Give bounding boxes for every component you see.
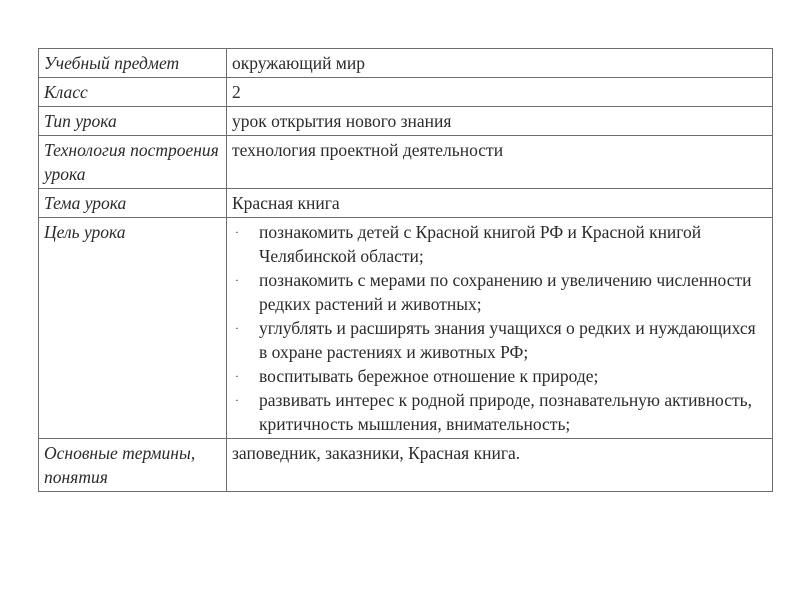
- goal-item-text: познакомить детей с Красной книгой РФ и Красной книгой Челябинской области;: [259, 222, 702, 266]
- table-row: [39, 218, 773, 439]
- terms-label: Основные термины, понятия: [39, 439, 227, 492]
- table-row: [39, 439, 773, 492]
- topic-value: Красная книга: [227, 189, 773, 218]
- list-item: [232, 388, 767, 436]
- topic-label: Тема урока: [39, 189, 227, 218]
- list-item: [232, 316, 767, 364]
- bullet-icon: ·: [235, 225, 239, 239]
- table-row: [39, 189, 773, 218]
- lesson-type-label: Тип урока: [39, 107, 227, 136]
- bullet-icon: ·: [235, 369, 239, 383]
- technology-label: Технология построения урока: [39, 136, 227, 189]
- technology-value: технология проектной деятельности: [227, 136, 773, 189]
- list-item: [232, 220, 767, 268]
- lesson-type-value: урок открытия нового знания: [227, 107, 773, 136]
- table-row: [39, 78, 773, 107]
- list-item: [232, 364, 767, 388]
- goal-list: [232, 220, 767, 436]
- goal-value: [227, 218, 773, 439]
- bullet-icon: ·: [235, 393, 239, 407]
- grade-label: Класс: [39, 78, 227, 107]
- list-item: [232, 268, 767, 316]
- goal-item-text: развивать интерес к родной природе, познавательную активность, критичность мышления, внимательность;: [259, 390, 753, 434]
- table-row: [39, 136, 773, 189]
- table-row: [39, 107, 773, 136]
- subject-value: окружающий мир: [227, 49, 773, 78]
- goal-item-text: воспитывать бережное отношение к природе;: [259, 366, 599, 386]
- goal-label: Цель урока: [39, 218, 227, 439]
- goal-item-text: познакомить с мерами по сохранению и увеличению численности редких растений и животных;: [259, 270, 752, 314]
- grade-value: 2: [227, 78, 773, 107]
- lesson-plan-table: [38, 48, 773, 492]
- terms-value: заповедник, заказники, Красная книга.: [227, 439, 773, 492]
- bullet-icon: ·: [235, 273, 239, 287]
- table-row: [39, 49, 773, 78]
- subject-label: Учебный предмет: [39, 49, 227, 78]
- goal-item-text: углублять и расширять знания учащихся о редких и нуждающихся в охране растениях и животных РФ;: [259, 318, 756, 362]
- bullet-icon: ·: [235, 321, 239, 335]
